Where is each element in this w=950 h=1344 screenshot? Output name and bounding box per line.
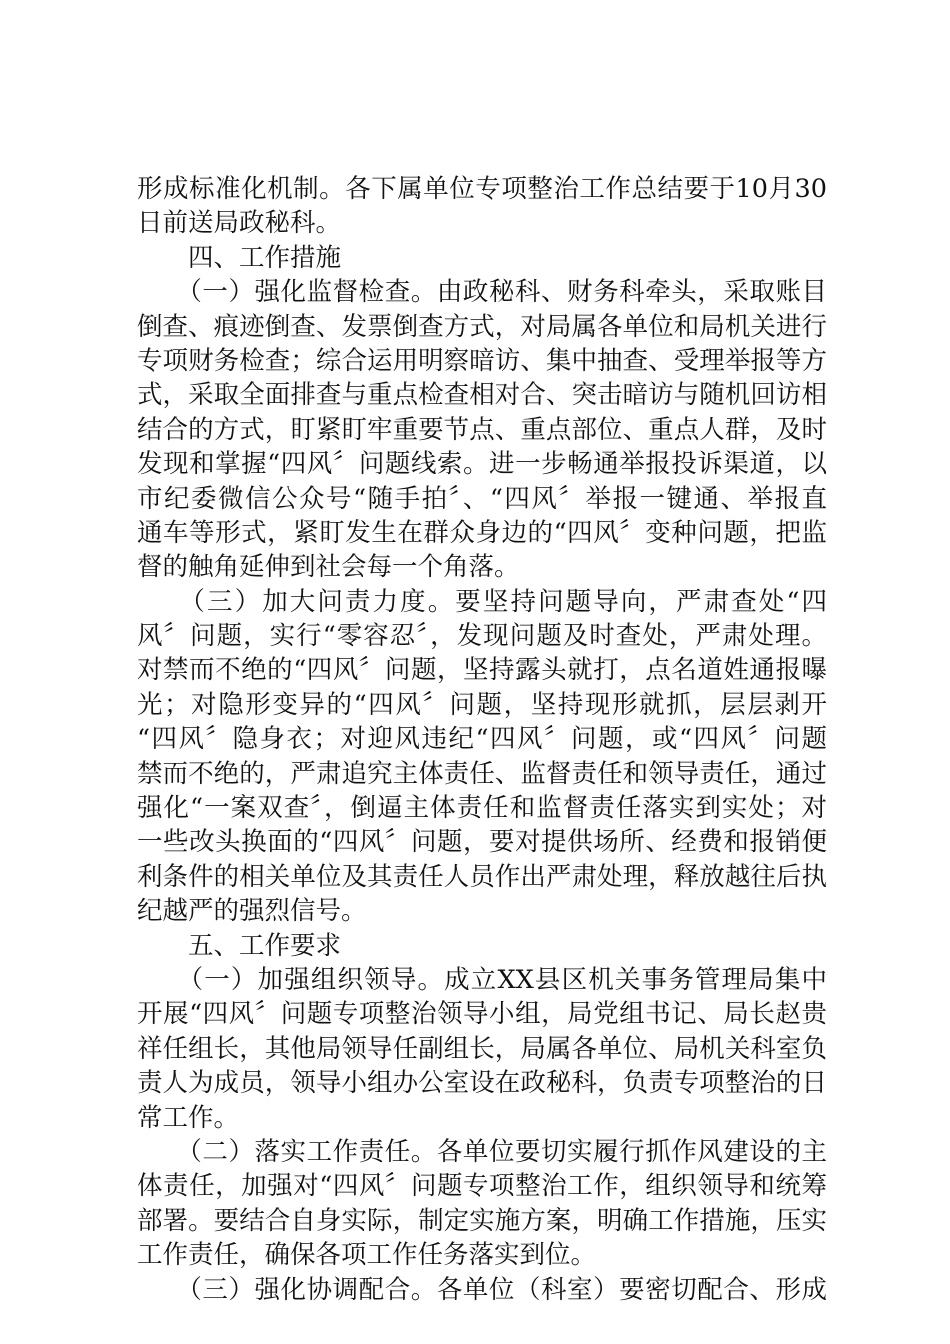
text-line: 开展“四风〞问题专项整治领导小组，局党组书记、局长赵贵	[137, 999, 827, 1030]
text-line: 祥任组长，其他局领导任副组长，局属各单位、局机关科室负	[137, 1033, 827, 1064]
text-line: （二）落实工作责任。各单位要切实履行抓作风建设的主	[137, 1136, 827, 1167]
text-line: （三）强化协调配合。各单位（科室）要密切配合、形成	[137, 1274, 827, 1305]
text-line: （一）加强组织领导。成立XX县区机关事务管理局集中	[137, 964, 827, 995]
text-line: 工作责任，确保各项工作任务落实到位。	[137, 1240, 597, 1271]
text-line: （三）加大问责力度。要坚持问题导向，严肃查处“四	[137, 586, 827, 617]
text-line: 专项财务检查；综合运用明察暗访、集中抽查、受理举报等方	[137, 345, 827, 376]
text-line: 形成标准化机制。各下属单位专项整治工作总结要于10月30	[137, 174, 827, 204]
text-line: 体责任，加强对“四风〞问题专项整治工作，组织领导和统筹	[137, 1171, 827, 1202]
section-heading: 四、工作措施	[137, 242, 342, 273]
text-line: 光；对隐形变异的“四风〞问题，坚持现形就抓，层层剥开	[137, 689, 827, 720]
text-line: 结合的方式，盯紧盯牢重要节点、重点部位、重点人群，及时	[137, 414, 827, 445]
text-line: 风〞问题，实行“零容忍〞，发现问题及时查处，严肃处理。	[137, 621, 827, 652]
text-line: 责人为成员，领导小组办公室设在政秘科，负责专项整治的日	[137, 1068, 827, 1099]
document-body	[137, 172, 827, 1307]
text-line: 一些改头换面的“四风〞问题，要对提供场所、经费和报销便	[137, 827, 827, 858]
section-heading: 五、工作要求	[137, 930, 342, 961]
text-line: 利条件的相关单位及其责任人员作出严肃处理，释放越往后执	[137, 861, 827, 892]
text-line: 禁而不绝的，严肃追究主体责任、监督责任和领导责任，通过	[137, 758, 827, 789]
text-line: 发现和掌握“四风〞问题线索。进一步畅通举报投诉渠道，以	[137, 449, 827, 480]
text-line: 对禁而不绝的“四风〞问题，坚持露头就打，点名道姓通报曝	[137, 655, 827, 686]
text-line: 督的触角延伸到社会每一个角落。	[137, 552, 520, 583]
text-line: 强化“一案双查〞，倒逼主体责任和监督责任落实到实处；对	[137, 793, 827, 824]
text-line: 通车等形式，紧盯发生在群众身边的“四风〞变种问题，把监	[137, 517, 827, 548]
text-line: 部署。要结合自身实际，制定实施方案，明确工作措施，压实	[137, 1205, 827, 1236]
text-line: “四风〞隐身衣；对迎风违纪“四风〞问题，或“四风〞问题	[137, 724, 827, 755]
text-line: 倒查、痕迹倒查、发票倒查方式，对局属各单位和局机关进行	[137, 311, 827, 342]
text-line: 日前送局政秘科。	[137, 208, 342, 239]
text-line: 市纪委微信公众号“随手拍〞、“四风〞举报一键通、举报直	[137, 483, 827, 514]
text-line: 纪越严的强烈信号。	[137, 896, 367, 927]
text-line: 式，采取全面排查与重点检查相对合、突击暗访与随机回访相	[137, 380, 827, 411]
text-line: 常工作。	[137, 1102, 240, 1133]
text-line: （一）强化监督检查。由政秘科、财务科牵头，采取账目	[137, 277, 827, 308]
